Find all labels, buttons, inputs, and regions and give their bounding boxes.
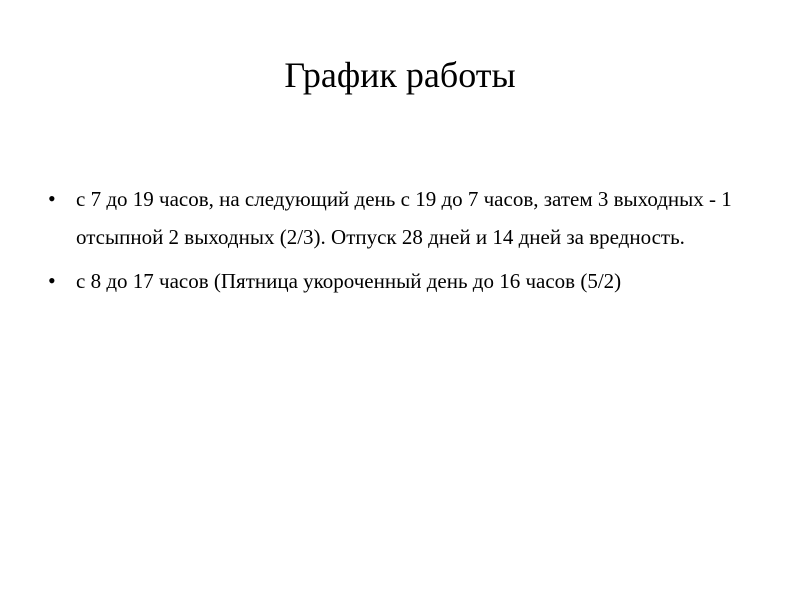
bullet-list [46,180,746,306]
list-item [46,180,746,256]
list-item-text: с 7 до 19 часов, на следующий день с 19 до 7 часов, затем 3 выходных - 1 отсыпной 2 выходных (2/3). Отпуск 28 дней и 14 дней за вредность. [76,187,732,249]
list-item-text: с 8 до 17 часов (Пятница укороченный день до 16 часов (5/2) [76,269,622,293]
list-item [46,262,746,300]
slide-title: График работы [284,55,516,95]
bullet-icon: • [48,186,56,211]
bullet-icon: • [48,268,56,293]
